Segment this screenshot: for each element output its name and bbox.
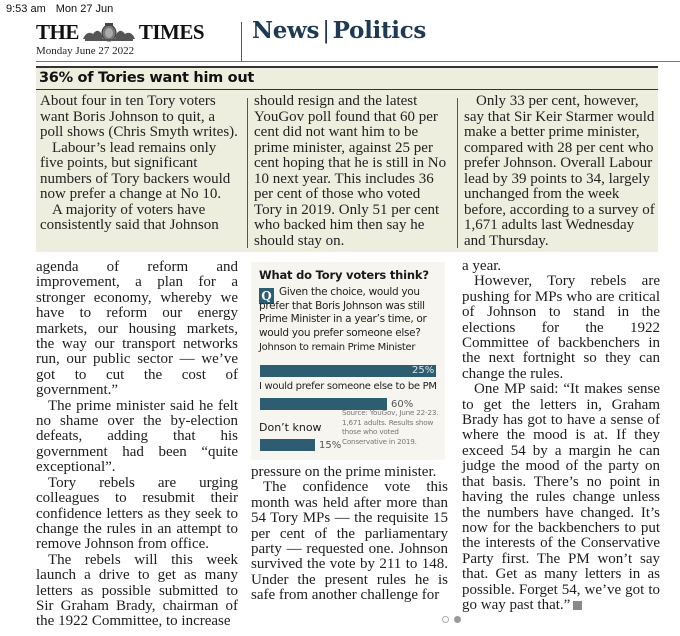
bar-dont-know — [260, 439, 315, 451]
paragraph: The prime minister said he felt no shame over the by-election defeats, adding that his government had been “quite exceptional”. — [36, 397, 238, 476]
page-dot-2[interactable] — [454, 616, 461, 623]
bar-label-1: I would prefer someone else to be PM — [259, 381, 437, 392]
poll-column-3 — [464, 94, 658, 249]
chart-question: Given the choice, would you prefer that Boris Johnson was still Prime Minister in a year’s time, or would you prefer someone else? — [259, 286, 427, 339]
article-column-1 — [36, 260, 238, 630]
article-column-2 — [251, 465, 448, 604]
chart-title: What do Tory voters think? — [259, 268, 429, 282]
page-dot-1[interactable] — [442, 616, 449, 623]
paragraph: agenda of reform and improvement, a plan for a stronger economy, whereby we have to reform our energy markets, our housing markets, the way our transport networks run, our public sector — we’ve got to cut the cost of government.” — [36, 259, 238, 399]
poll-column-1 — [40, 94, 240, 234]
poll-headline: 36% of Tories want him out — [36, 68, 658, 90]
header-rule — [36, 61, 680, 62]
bar-value-2: 15% — [319, 440, 342, 451]
paragraph: Labour’s lead remains only five points, but significant numbers of Tory backers would now prefer a change at No 10. — [40, 139, 231, 202]
logo-text-right: TIMES — [138, 19, 205, 44]
logo-text-left: THE — [36, 19, 79, 44]
article-column-3 — [462, 259, 660, 613]
bar-label-0: Johnson to remain Prime Minister — [259, 342, 416, 353]
end-of-article-icon — [573, 601, 582, 610]
paragraph: A majority of voters have consistently said that Johnson — [40, 201, 219, 233]
masthead — [36, 20, 236, 62]
paragraph: a year. — [462, 258, 502, 274]
paragraph: However, Tory rebels are pushing for MPs who are critical of Johnson to stand in the elections for the 1922 Committee of backbenchers in the next fortnight so they can change the rules. — [462, 273, 660, 382]
section-news: News — [252, 17, 320, 44]
masthead-divider — [241, 22, 242, 62]
paragraph — [462, 382, 660, 613]
status-time: 9:53 am — [6, 3, 46, 15]
question-badge: Q — [259, 288, 274, 304]
paragraph: should resign and the latest YouGov poll found that 60 per cent did not want him to be prime minister, against 25 per cent hoping that he is still in No 10 next year. This includes 36 per cent of those who voted Tory in 2019. Only 51 per cent who backed him then say he should stay on. — [254, 93, 447, 249]
status-bar — [6, 3, 123, 15]
poll-column-2 — [254, 94, 450, 249]
bar-value-1: 60% — [391, 399, 414, 410]
bar-value-0: 25% — [412, 365, 435, 376]
paragraph: About four in ten Tory voters want Boris Johnson to quit, a poll shows (Chris Smyth writes). — [40, 93, 238, 140]
section-title — [252, 17, 426, 44]
page-indicator[interactable] — [442, 616, 461, 623]
paragraph: The rebels will this week launch a drive to get as many letters as possible submitted to Sir Graham Brady, chairman of the 1922 Committee, to increase — [36, 551, 238, 630]
section-separator: | — [322, 18, 330, 44]
chart-source: Source: YouGov, June 22-23. 1,671 adults. Results show those who voted Conservative in 2019. — [342, 408, 439, 446]
paragraph: Only 33 per cent, however, say that Sir Keir Starmer would make a better prime minister, compared with 28 per cent who prefer Johnson. Overall Labour lead by 39 points to 34, largely unchanged from the week before, according to a survey of 1,671 adults last Wednesday and Thursday. — [464, 93, 655, 249]
poll-sidebar-box — [36, 66, 658, 252]
times-logo — [36, 20, 236, 44]
section-politics: Politics — [332, 17, 427, 44]
bar-remain — [260, 365, 436, 377]
column-divider — [247, 98, 248, 248]
royal-crest-icon — [81, 22, 137, 42]
bar-label-2: Don’t know — [259, 421, 322, 434]
status-date: Mon 27 Jun — [55, 3, 114, 15]
paragraph: The confidence vote this month was held after more than 54 Tory MPs — the requisite 15 per cent of the parliamentary party — requested one. Johnson survived the vote by 211 to 148. Under the present rules he is safe from another challenge for — [251, 479, 448, 604]
issue-date: Monday June 27 2022 — [36, 45, 135, 57]
column-divider — [457, 98, 458, 248]
quote-text: One MP said: “It makes sense to get the letters in, Graham Brady has got to have a sense of where the mood is at. If they exceed 54 by a margin he can judge the mood of the party on that basis. There’s no point in having the rules change unless the numbers have changed. It’s now for the backbenchers to put the interests of the Conservative Party first. The PM won’t say that. Get as many letters in as possible. Forget 54, we’ve got to go way past that.” — [462, 381, 660, 613]
poll-chart — [251, 262, 445, 460]
paragraph: pressure on the prime minister. — [251, 464, 437, 480]
paragraph: Tory rebels are urging colleagues to resubmit their confidence letters as they seek to change the rules in an attempt to remove Johnson from office. — [36, 474, 238, 553]
